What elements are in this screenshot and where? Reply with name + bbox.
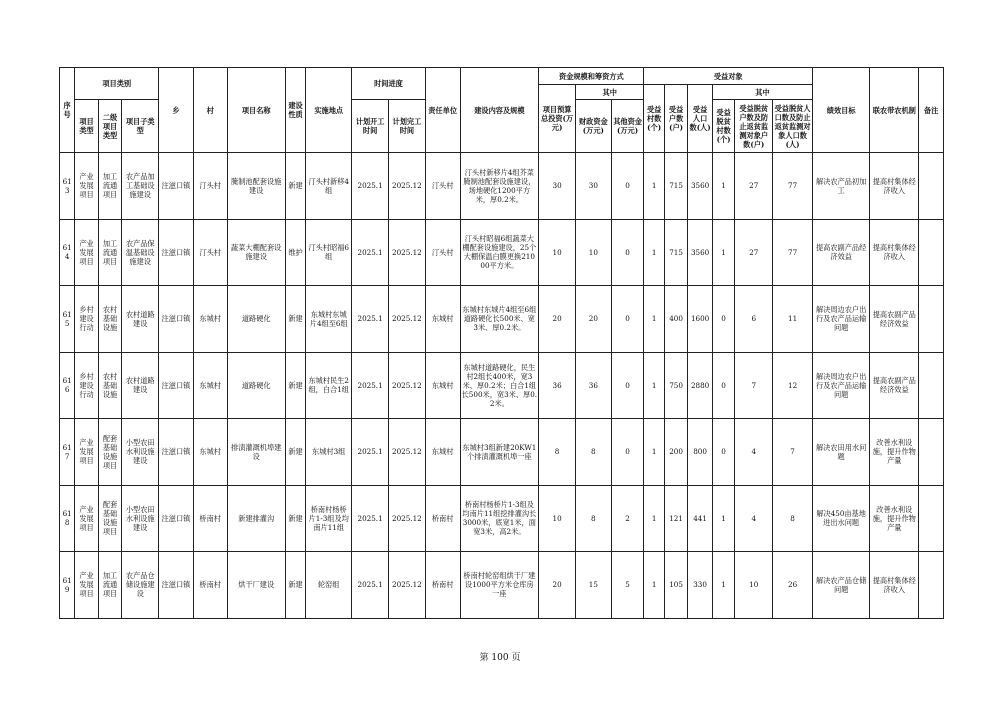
cell-nature: 新建	[285, 419, 305, 486]
cell-nature: 维护	[285, 219, 305, 286]
cell-other: 5	[611, 552, 644, 619]
cell-villages: 1	[644, 153, 664, 220]
header-poverty-villages: 受益脱贫村数(个)	[712, 100, 734, 153]
cell-villages: 1	[644, 419, 664, 486]
cell-location: 轮窑组	[306, 552, 352, 619]
header-village: 村	[193, 68, 227, 153]
header-other-funds: 其他资金(万元)	[611, 100, 644, 153]
cell-end: 2025.12	[388, 219, 425, 286]
cell-total: 20	[539, 286, 576, 353]
cell-total: 36	[539, 352, 576, 419]
cell-villages: 1	[644, 352, 664, 419]
cell-town: 注滋口镇	[159, 419, 194, 486]
cell-type: 产业发展项目	[75, 219, 99, 286]
cell-nature: 新建	[285, 286, 305, 353]
header-farmer-link: 联农带农机制	[870, 68, 919, 153]
cell-unit: 桥南村	[425, 552, 460, 619]
cell-link: 改善水利设施，提升作物产量	[870, 485, 919, 552]
cell-village: 东城村	[193, 286, 227, 353]
cell-end: 2025.12	[388, 352, 425, 419]
cell-total: 30	[539, 153, 576, 220]
cell-total: 10	[539, 485, 576, 552]
cell-location: 东城村东城片4组至6组	[306, 286, 352, 353]
table-row	[60, 352, 944, 419]
cell-pov-households: 6	[735, 286, 773, 353]
cell-other: 2	[611, 485, 644, 552]
cell-households: 750	[664, 352, 688, 419]
cell-end: 2025.12	[388, 485, 425, 552]
cell-population: 3560	[688, 153, 713, 220]
cell-pov-households: 27	[735, 219, 773, 286]
cell-unit: 汀头村	[425, 219, 460, 286]
cell-town: 注滋口镇	[159, 352, 194, 419]
cell-content: 东城村3组新建20KW1个排渍灌溉机埠一座	[460, 419, 539, 486]
header-responsible-unit: 责任单位	[425, 68, 460, 153]
cell-sub: 农产品保温基础设施建设	[122, 219, 159, 286]
cell-content: 桥南村轮窑组烘干厂建设1000平方米仓库房一座	[460, 552, 539, 619]
cell-start: 2025.1	[352, 286, 389, 353]
cell-pov-population: 77	[773, 153, 813, 220]
cell-pov-villages: 0	[712, 419, 734, 486]
cell-sub2: 加工流通项目	[98, 552, 122, 619]
cell-other: 0	[611, 419, 644, 486]
cell-households: 400	[664, 286, 688, 353]
cell-town: 注滋口镇	[159, 552, 194, 619]
cell-name: 新建排灌沟	[227, 485, 285, 552]
header-sub-type-level2: 二级项目类型	[98, 100, 122, 153]
cell-villages: 1	[644, 219, 664, 286]
cell-population: 800	[688, 419, 713, 486]
cell-content: 东城村道路硬化，民生村2组长400米，宽3米、厚0.2米；白合1组长500米，宽3米、厚0.2米。	[460, 352, 539, 419]
cell-fiscal: 15	[575, 552, 611, 619]
cell-village: 汀头村	[193, 219, 227, 286]
cell-households: 200	[664, 419, 688, 486]
cell-other: 0	[611, 352, 644, 419]
cell-end: 2025.12	[388, 153, 425, 220]
table-row	[60, 552, 944, 619]
cell-goal: 解决农产品仓储问题	[813, 552, 870, 619]
header-sub-type: 项目子类型	[122, 100, 159, 153]
table-row	[60, 419, 944, 486]
cell-pov-population: 11	[773, 286, 813, 353]
cell-goal: 解决农产品初加工	[813, 153, 870, 220]
cell-remark	[919, 485, 944, 552]
cell-seq: 619	[60, 552, 75, 619]
header-poverty-households: 受益脱贫户数及防止返贫监测对象户数(户)	[735, 100, 773, 153]
cell-pov-households: 7	[735, 352, 773, 419]
header-project-type: 项目类型	[75, 100, 99, 153]
cell-seq: 614	[60, 219, 75, 286]
cell-town: 注滋口镇	[159, 153, 194, 220]
cell-goal: 提高农副产品经济效益	[813, 219, 870, 286]
cell-unit: 东城村	[425, 286, 460, 353]
cell-start: 2025.1	[352, 552, 389, 619]
cell-sub: 农产品加工基础设施建设	[122, 153, 159, 220]
cell-goal: 解决周边农户出行及农产品运输问题	[813, 286, 870, 353]
cell-population: 441	[688, 485, 713, 552]
header-funding-of-which: 其中	[575, 85, 643, 100]
cell-name: 道路硬化	[227, 352, 285, 419]
cell-fiscal: 36	[575, 352, 611, 419]
cell-fiscal: 8	[575, 419, 611, 486]
cell-seq: 617	[60, 419, 75, 486]
cell-start: 2025.1	[352, 485, 389, 552]
cell-villages: 1	[644, 286, 664, 353]
cell-fiscal: 8	[575, 485, 611, 552]
cell-town: 注滋口镇	[159, 485, 194, 552]
table-row	[60, 286, 944, 353]
cell-pov-households: 4	[735, 485, 773, 552]
cell-pov-villages: 0	[712, 352, 734, 419]
cell-remark	[919, 286, 944, 353]
header-total-investment: 项目预算总投资(万元)	[539, 85, 576, 153]
cell-end: 2025.12	[388, 286, 425, 353]
cell-link: 提高农副产品经济效益	[870, 352, 919, 419]
cell-village: 桥南村	[193, 485, 227, 552]
cell-town: 注滋口镇	[159, 286, 194, 353]
cell-households: 715	[664, 219, 688, 286]
cell-pov-population: 26	[773, 552, 813, 619]
cell-pov-population: 7	[773, 419, 813, 486]
cell-sub2: 加工流通项目	[98, 219, 122, 286]
cell-sub2: 农村基础设施	[98, 352, 122, 419]
project-table	[59, 67, 944, 619]
cell-unit: 东城村	[425, 352, 460, 419]
cell-fiscal: 30	[575, 153, 611, 220]
cell-type: 产业发展项目	[75, 419, 99, 486]
cell-remark	[919, 552, 944, 619]
cell-type: 乡村建设行动	[75, 352, 99, 419]
cell-sub: 农村道路建设	[122, 286, 159, 353]
cell-type: 产业发展项目	[75, 552, 99, 619]
cell-start: 2025.1	[352, 153, 389, 220]
cell-nature: 新建	[285, 485, 305, 552]
cell-pov-population: 8	[773, 485, 813, 552]
cell-pov-households: 4	[735, 419, 773, 486]
cell-population: 2880	[688, 352, 713, 419]
cell-name: 腌制池配套设施建设	[227, 153, 285, 220]
cell-village: 汀头村	[193, 153, 227, 220]
cell-sub: 小型农田水利设施建设	[122, 419, 159, 486]
cell-location: 东城村3组	[306, 419, 352, 486]
table-row	[60, 219, 944, 286]
cell-pov-villages: 1	[712, 552, 734, 619]
cell-pov-population: 12	[773, 352, 813, 419]
cell-content: 汀头村昭福6组蔬菜大棚配套设施建设，25个大棚保温白膜更换21000平方米。	[460, 219, 539, 286]
header-project-category: 项目类别	[75, 68, 159, 100]
cell-location: 桥南村杨桥片1-3组及均南片11组	[306, 485, 352, 552]
cell-seq: 616	[60, 352, 75, 419]
cell-name: 烘干厂建设	[227, 552, 285, 619]
cell-villages: 1	[644, 485, 664, 552]
cell-pov-villages: 0	[712, 286, 734, 353]
cell-households: 715	[664, 153, 688, 220]
header-benefit-households: 受益户数(户)	[664, 85, 688, 153]
cell-fiscal: 10	[575, 219, 611, 286]
header-planned-end: 计划完工时间	[388, 100, 425, 153]
cell-sub: 农村道路建设	[122, 352, 159, 419]
cell-seq: 618	[60, 485, 75, 552]
cell-sub: 小型农田水利设施建设	[122, 485, 159, 552]
cell-pov-population: 77	[773, 219, 813, 286]
cell-remark	[919, 219, 944, 286]
cell-sub2: 农村基础设施	[98, 286, 122, 353]
cell-start: 2025.1	[352, 219, 389, 286]
cell-name: 道路硬化	[227, 286, 285, 353]
page-number: 第 100 页	[479, 653, 521, 663]
header-beneficiaries: 受益对象	[644, 68, 813, 85]
cell-pov-villages: 1	[712, 219, 734, 286]
header-poverty-population: 受益脱贫人口数及防止返贫监测对象人口数(人)	[773, 100, 813, 153]
header-performance-goal: 绩效目标	[813, 68, 870, 153]
header-location: 实施地点	[306, 68, 352, 153]
header-township: 乡	[159, 68, 194, 153]
table-row	[60, 485, 944, 552]
cell-sub2: 加工流通项目	[98, 153, 122, 220]
header-time-progress: 时间进度	[352, 68, 426, 100]
header-content-scale: 建设内容及规模	[460, 68, 539, 153]
header-benefit-villages: 受益村数(个)	[644, 85, 664, 153]
cell-pov-households: 10	[735, 552, 773, 619]
cell-link: 提高村集体经济收入	[870, 219, 919, 286]
cell-population: 1600	[688, 286, 713, 353]
cell-location: 汀头村新移4组	[306, 153, 352, 220]
cell-content: 桥南村杨桥片1-3组及均南片11组挖排灌沟长3000米，底宽1米，面宽3米，高2米。	[460, 485, 539, 552]
cell-households: 105	[664, 552, 688, 619]
cell-type: 产业发展项目	[75, 485, 99, 552]
cell-location: 汀头村昭福6组	[306, 219, 352, 286]
cell-nature: 新建	[285, 552, 305, 619]
cell-name: 蔬菜大棚配套设施建设	[227, 219, 285, 286]
header-construction-nature: 建设性质	[285, 68, 305, 153]
table-row	[60, 153, 944, 220]
cell-unit: 汀头村	[425, 153, 460, 220]
cell-total: 20	[539, 552, 576, 619]
cell-type: 产业发展项目	[75, 153, 99, 220]
cell-population: 330	[688, 552, 713, 619]
cell-unit: 东城村	[425, 419, 460, 486]
cell-town: 注滋口镇	[159, 219, 194, 286]
header-project-name: 项目名称	[227, 68, 285, 153]
cell-location: 东城村民生2组，白合1组	[306, 352, 352, 419]
header-benefit-population: 受益人口数(人)	[688, 85, 713, 153]
cell-end: 2025.12	[388, 552, 425, 619]
cell-other: 0	[611, 219, 644, 286]
cell-pov-villages: 1	[712, 153, 734, 220]
cell-link: 提高村集体经济收入	[870, 153, 919, 220]
cell-pov-villages: 1	[712, 485, 734, 552]
cell-content: 东城村东城片4组至6组道路硬化长500米、宽3米、厚0.2米。	[460, 286, 539, 353]
cell-goal: 解决农田用水问题	[813, 419, 870, 486]
cell-nature: 新建	[285, 153, 305, 220]
cell-total: 10	[539, 219, 576, 286]
cell-link: 提高农副产品经济效益	[870, 286, 919, 353]
header-remark: 备注	[919, 68, 944, 153]
cell-households: 121	[664, 485, 688, 552]
cell-nature: 新建	[285, 352, 305, 419]
cell-type: 乡村建设行动	[75, 286, 99, 353]
cell-link: 提高村集体经济收入	[870, 552, 919, 619]
cell-content: 汀头村新移片4组芥菜腌制池配套设施建设，场地硬化1200平方米，厚0.2米。	[460, 153, 539, 220]
header-funding: 资金规模和筹资方式	[539, 68, 644, 85]
header-benefit-of-which: 其中	[712, 85, 812, 100]
cell-other: 0	[611, 153, 644, 220]
cell-other: 0	[611, 286, 644, 353]
cell-goal: 解决周边农户出行及农产品运输问题	[813, 352, 870, 419]
cell-village: 东城村	[193, 419, 227, 486]
cell-population: 3560	[688, 219, 713, 286]
cell-sub: 农产品仓储设施建设	[122, 552, 159, 619]
cell-end: 2025.12	[388, 419, 425, 486]
header-seq: 序号	[60, 68, 75, 153]
cell-seq: 615	[60, 286, 75, 353]
cell-name: 排渍灌溉机埠建设	[227, 419, 285, 486]
cell-seq: 613	[60, 153, 75, 220]
header-planned-start: 计划开工时间	[352, 100, 389, 153]
cell-link: 改善水利设施，提升作物产量	[870, 419, 919, 486]
cell-total: 8	[539, 419, 576, 486]
cell-fiscal: 20	[575, 286, 611, 353]
cell-village: 东城村	[193, 352, 227, 419]
cell-remark	[919, 352, 944, 419]
cell-sub2: 配套基础设施项目	[98, 485, 122, 552]
cell-unit: 桥南村	[425, 485, 460, 552]
cell-village: 桥南村	[193, 552, 227, 619]
cell-sub2: 配套基础设施项目	[98, 419, 122, 486]
cell-remark	[919, 153, 944, 220]
cell-goal: 解决450亩基地进出水问题	[813, 485, 870, 552]
cell-start: 2025.1	[352, 419, 389, 486]
cell-pov-households: 27	[735, 153, 773, 220]
cell-start: 2025.1	[352, 352, 389, 419]
header-fiscal-funds: 财政资金(万元)	[575, 100, 611, 153]
cell-remark	[919, 419, 944, 486]
cell-villages: 1	[644, 552, 664, 619]
